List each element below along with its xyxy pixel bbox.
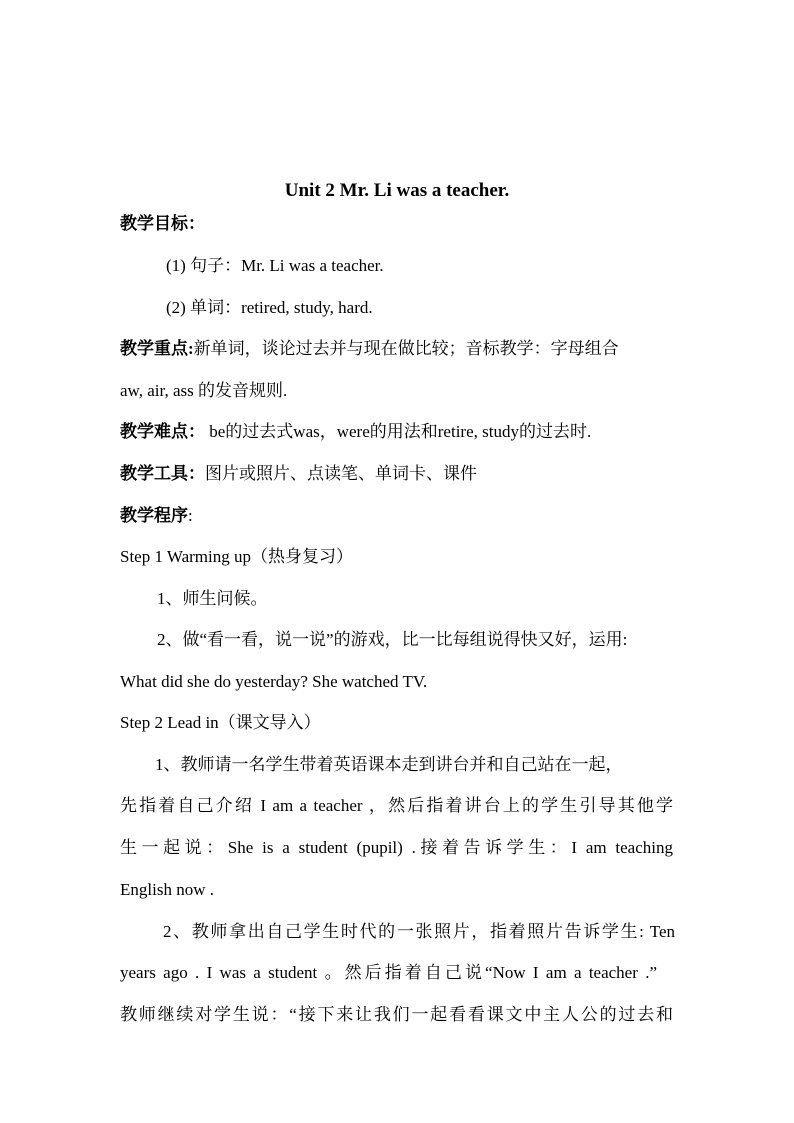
step2-heading: Step 2 Lead in（课文导入） [120,713,321,732]
procedure-colon: : [188,506,193,525]
objectives-label: 教学目标： [120,214,205,233]
tools-label: 教学工具： [120,464,205,483]
difficulties-text: be的过去式was，were的用法和retire, study的过去时. [205,422,592,441]
key-points-line-2: aw, air, ass 的发音规则. [120,381,288,400]
procedure-label: 教学程序 [120,506,188,525]
step2-para2-line3: 教师继续对学生说：“接下来让我们一起看看课文中主人公的过去和 [120,1005,673,1024]
document-title: Unit 2 Mr. Li was a teacher. [284,180,510,201]
step2-para1-line3: 生一起说：She is a student (pupil) .接着告诉学生：I am teaching [120,838,673,857]
key-points-label: 教学重点: [120,339,194,358]
objective-item-1: (1) 句子：Mr. Li was a teacher. [166,256,384,275]
step1-item-1: 1、师生问候。 [157,589,268,608]
step1-item-2: 2、做“看一看，说一说”的游戏，比一比每组说得快又好，运用: [157,630,628,649]
difficulties-line [120,420,680,444]
step2-para2-line2: years ago . I was a student 。然后指着自己说“Now I am a teacher .” [120,963,657,982]
procedure-line [120,504,680,528]
tools-text: 图片或照片、点读笔、单词卡、课件 [205,464,477,483]
step2-para2-line1: 2、教师拿出自己学生时代的一张照片，指着照片告诉学生: Ten [163,922,675,941]
step1-heading: Step 1 Warming up（热身复习） [120,547,354,566]
objective-item-2: (2) 单词：retired, study, hard. [166,298,373,317]
key-points-line-1 [120,337,680,361]
step2-para1-line1: 1、教师请一名学生带着英语课本走到讲台并和自己站在一起， [155,755,623,774]
tools-line [120,462,680,486]
step2-para1-line4: English now . [120,880,214,899]
step2-para1-line2: 先指着自己介绍 I am a teacher ，然后指着讲台上的学生引导其他学 [120,796,673,815]
step1-item-2-cont: What did she do yesterday? She watched TV. [120,672,428,691]
key-points-text: 新单词，谈论过去并与现在做比较；音标教学：字母组合 [193,339,619,358]
difficulties-label: 教学难点： [120,422,205,441]
